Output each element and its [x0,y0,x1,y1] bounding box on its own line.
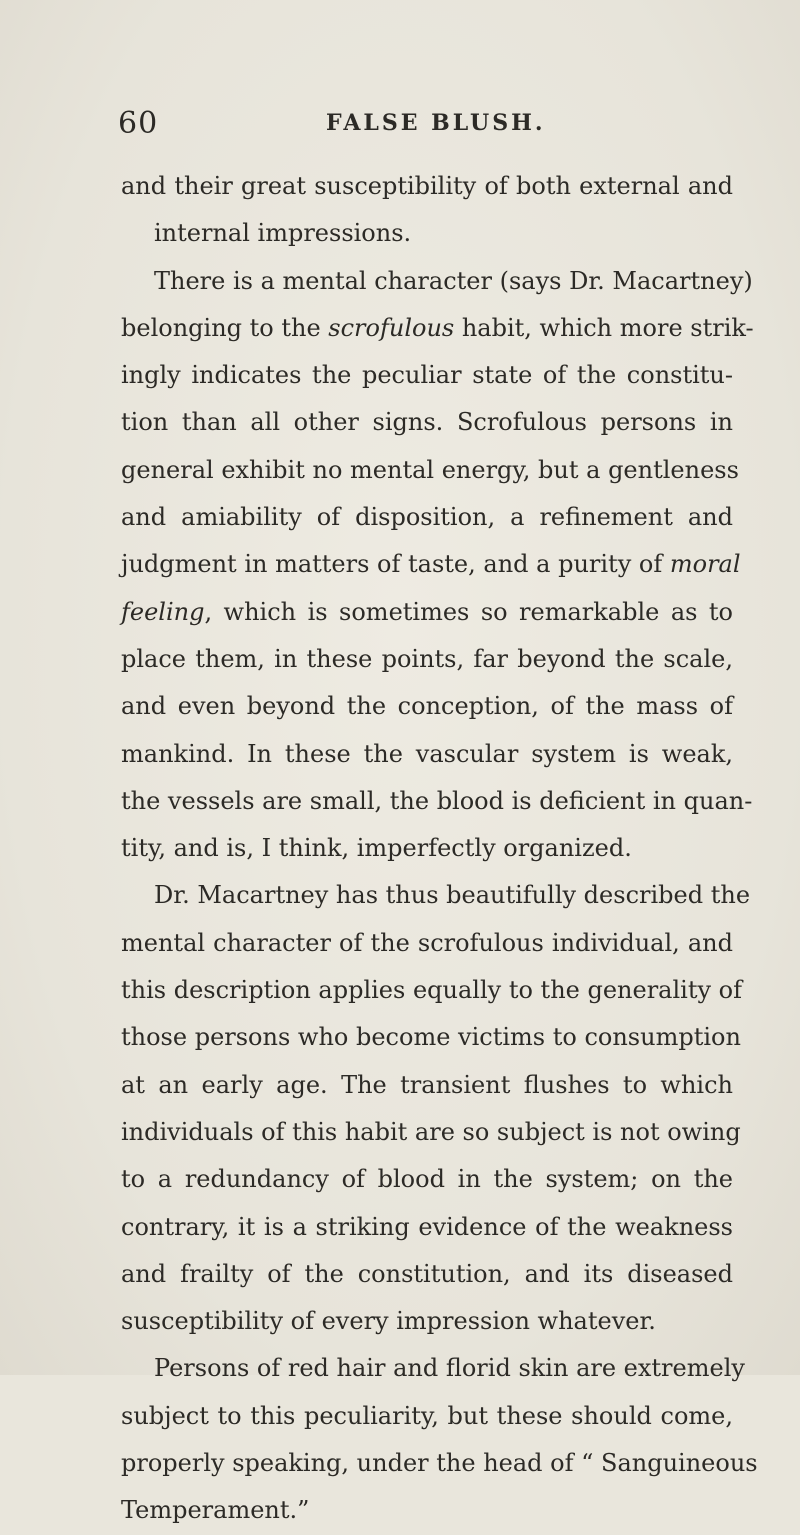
text-segment: habit, which more strik- [454,313,754,342]
text-line: tion than all other signs. Scrofulous persons in [121,408,733,437]
paragraph-start-line: Dr. Macartney has thus beautifully described the [154,881,751,910]
text-line: individuals of this habit are so subject is not owing [121,1117,741,1146]
text-line: the vessels are small, the blood is deficient in quan- [121,786,753,815]
body-text [121,163,758,1535]
running-title: FALSE BLUSH. [326,110,546,136]
text-line [121,541,741,588]
paragraph-end-line: tity, and is, I think, imperfectly organized. [121,834,632,863]
text-line: and amiability of disposition, a refinement and [121,503,733,532]
text-line: and even beyond the conception, of the mass of [121,692,733,721]
running-head [118,106,738,146]
text-line: and frailty of the constitution, and its diseased [121,1259,733,1288]
text-segment: belonging to the [121,313,329,342]
text-segment: judgment in matters of taste, and a purity of [121,550,670,579]
paragraph-start-line: There is a mental character (says Dr. Macartney) [154,266,753,295]
text-line: ingly indicates the peculiar state of the constitu- [121,361,733,390]
text-line: to a redundancy of blood in the system; on the [121,1165,733,1194]
text-line: properly speaking, under the head of “ Sanguineous [121,1449,758,1478]
text-line [121,589,733,636]
paragraph-start-line: Persons of red hair and florid skin are extremely [154,1354,745,1383]
text-line: mankind. In these the vascular system is weak, [121,739,733,768]
text-line [121,305,754,352]
italic-term: scrofulous [328,313,455,342]
text-line: those persons who become victims to consumption [121,1023,741,1052]
italic-term: moral [669,550,741,579]
page-number: 60 [118,106,159,141]
text-line: internal impressions. [154,219,412,248]
text-line: contrary, it is a striking evidence of the weakness [121,1212,733,1241]
text-line: at an early age. The transient flushes to which [121,1070,733,1099]
text-line: mental character of the scrofulous individual, and [121,928,733,957]
text-line: and their great susceptibility of both external and [121,172,733,200]
text-line: subject to this peculiarity, but these should come, [121,1401,733,1430]
paragraph-end-line: susceptibility of every impression whatever. [121,1307,656,1336]
text-line: general exhibit no mental energy, but a gentleness [121,455,739,484]
paragraph-end-line: Temperament.” [121,1496,310,1525]
text-segment: , which is sometimes so remarkable as to [204,597,733,626]
text-line: this description applies equally to the generality of [121,976,742,1005]
text-line: place them, in these points, far beyond the scale, [121,644,733,673]
italic-term: feeling [121,597,205,626]
